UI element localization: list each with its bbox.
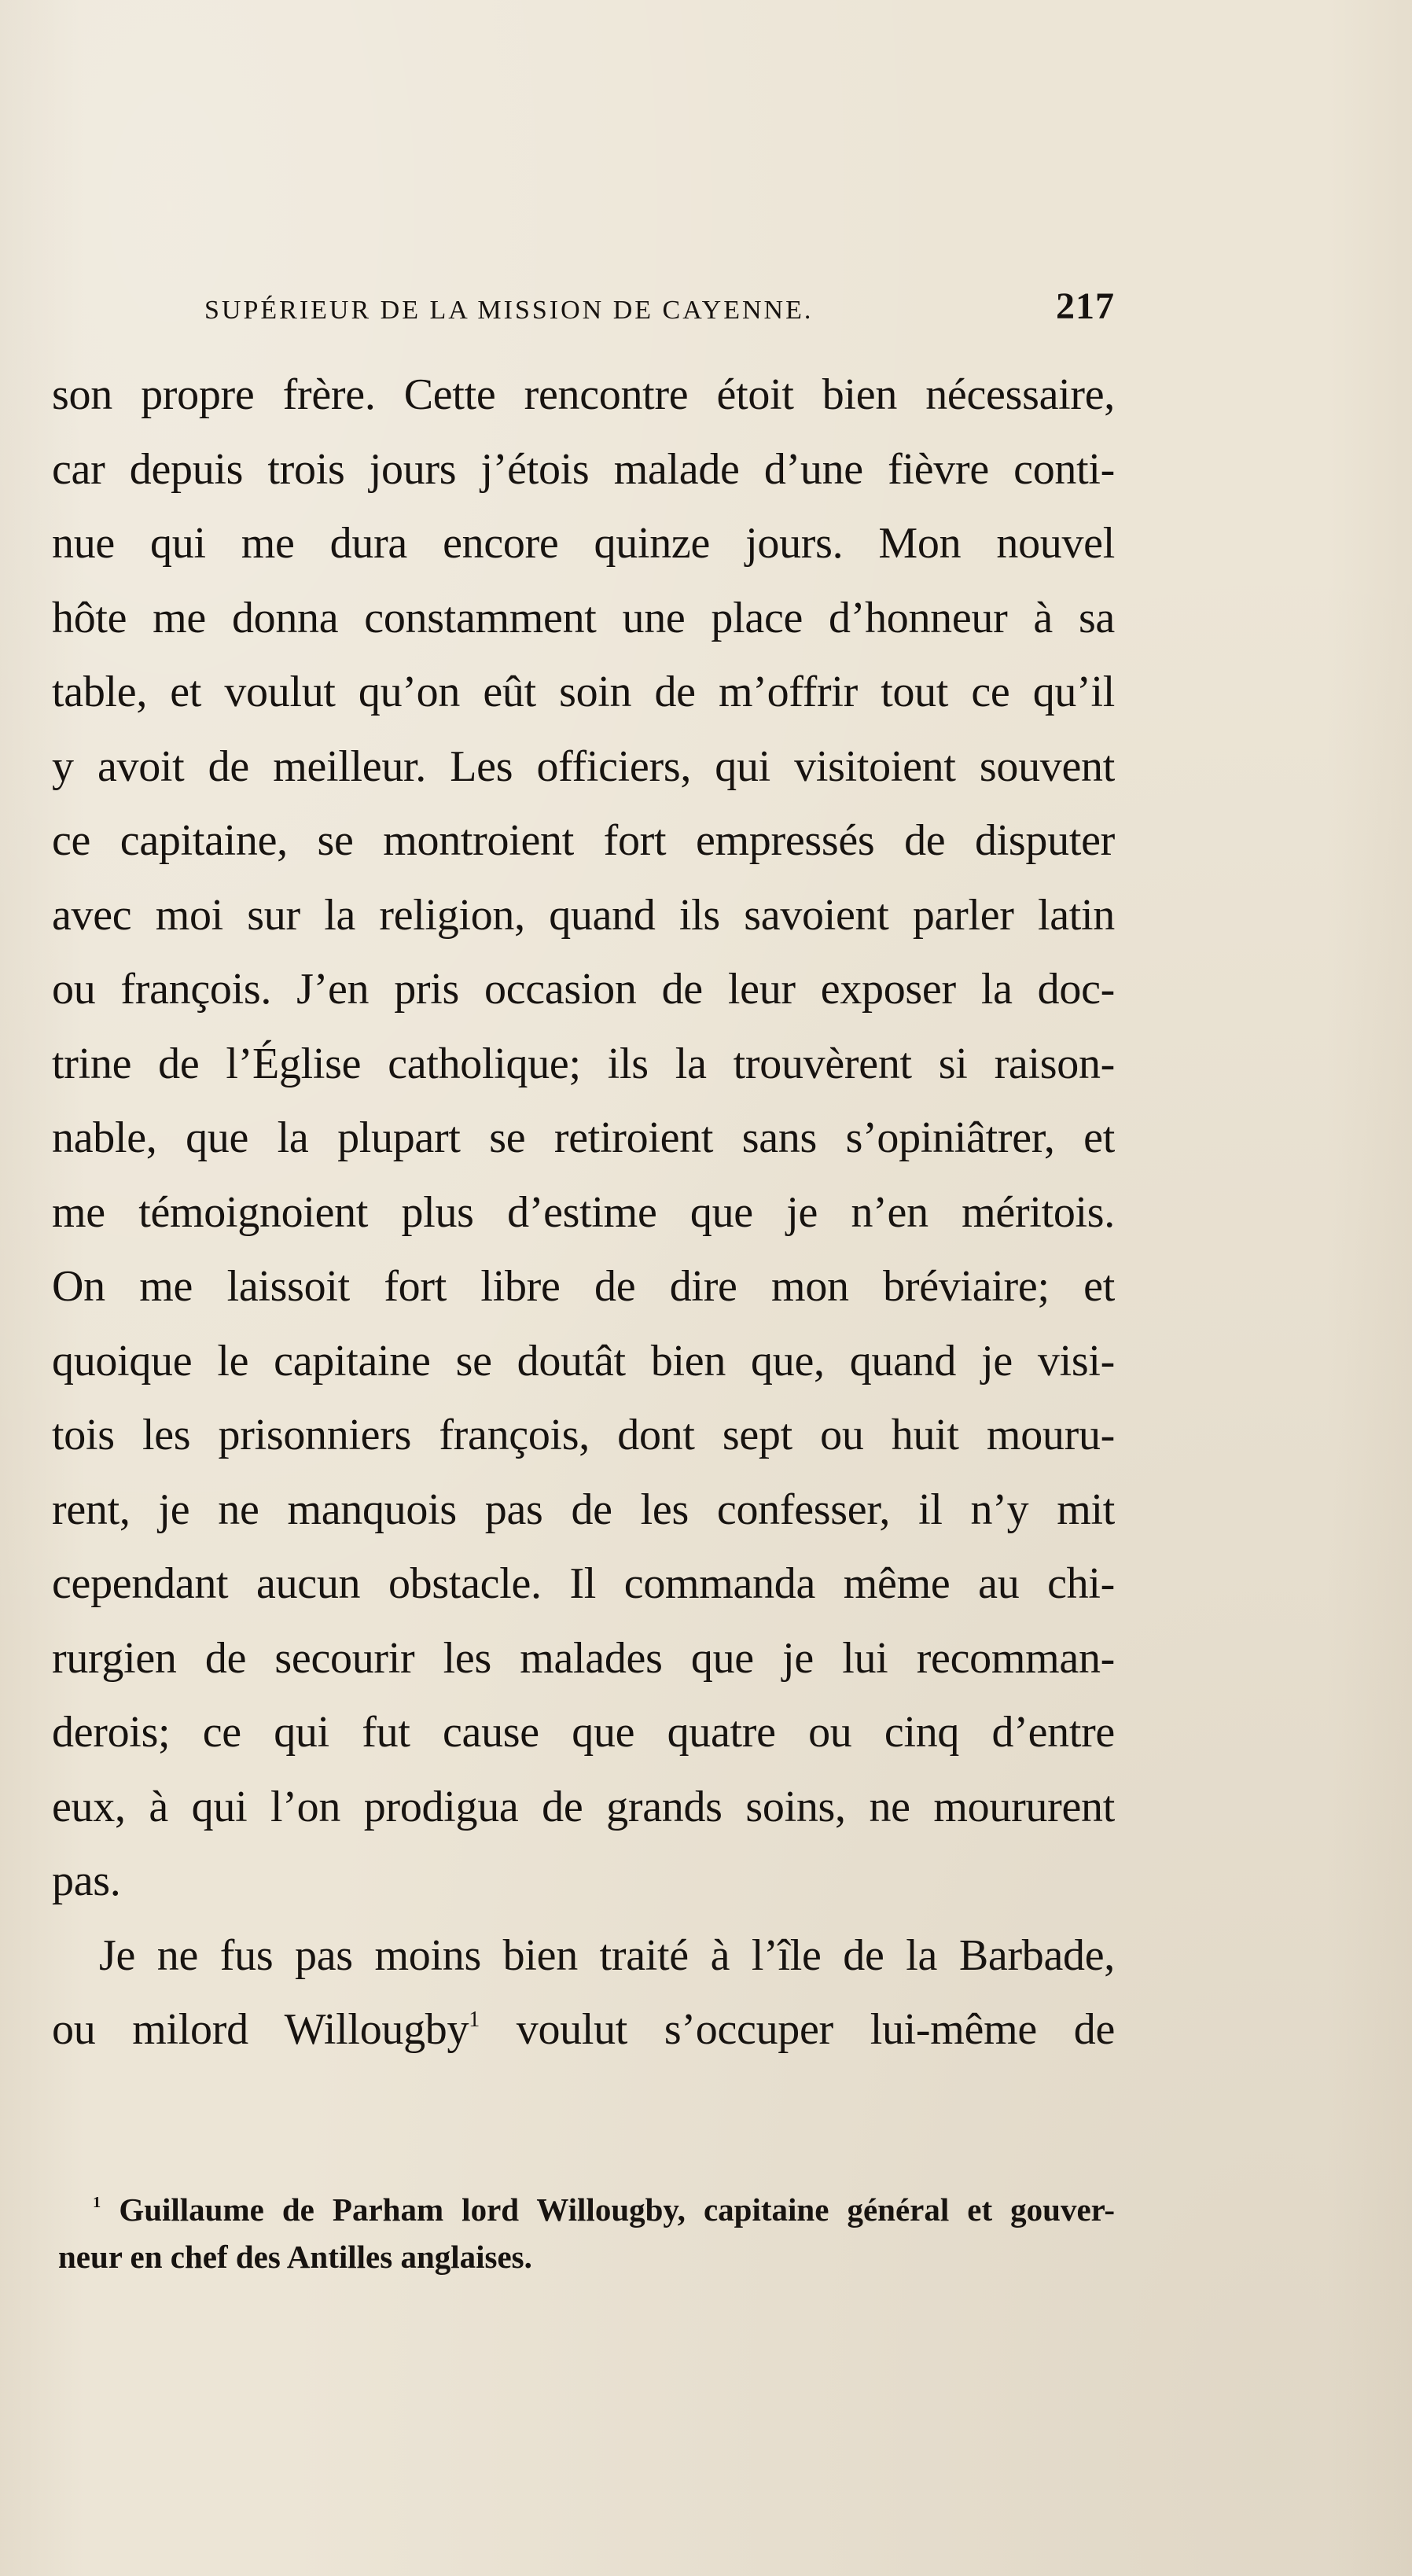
text-line: hôte me donna constamment une place d’honneur à sa	[52, 593, 1115, 642]
page-number: 217	[1056, 285, 1115, 327]
text-line: rent, je ne manquois pas de les confesser, il n’y mit	[52, 1485, 1115, 1534]
text-line: quoique le capitaine se doutât bien que, quand je visi-	[52, 1336, 1115, 1386]
footnote-marker: 1	[93, 2194, 101, 2212]
text-line: me témoignoient plus d’estime que je n’en méritois.	[52, 1187, 1115, 1237]
text-fragment: voulut s’occuper lui-même de	[516, 2005, 1116, 2054]
body-text	[52, 358, 1115, 2067]
footnote-text: Guillaume de Parham lord Willougby, capitaine général et gouver-	[119, 2191, 1116, 2228]
text-line: derois; ce qui fut cause que quatre ou cinq d’entre	[52, 1708, 1115, 1757]
footnote-line: neur en chef des Antilles anglaises.	[58, 2239, 532, 2275]
text-line: nable, que la plupart se retiroient sans s’opiniâtrer, et	[52, 1113, 1115, 1162]
text-line: nue qui me dura encore quinze jours. Mon nouvel	[52, 519, 1115, 568]
text-line: On me laissoit fort libre de dire mon bréviaire; et	[52, 1262, 1115, 1311]
text-line: tois les prisonniers françois, dont sept ou huit mouru-	[52, 1411, 1115, 1459]
footnotes	[58, 2186, 1115, 2280]
footnote-line	[58, 2186, 1115, 2233]
text-line-with-footnote-ref	[52, 1993, 1115, 2067]
text-line: ou françois. J’en pris occasion de leur exposer la doc-	[52, 965, 1115, 1014]
footnote-reference: 1	[469, 2007, 480, 2032]
text-line: pas.	[52, 1857, 121, 1905]
running-title: SUPÉRIEUR DE LA MISSION DE CAYENNE.	[204, 296, 814, 325]
text-line: avec moi sur la religion, quand ils savoient parler latin	[52, 890, 1115, 940]
text-line: trine de l’Église catholique; ils la trouvèrent si raison-	[52, 1039, 1115, 1088]
text-line: car depuis trois jours j’étois malade d’une fièvre conti-	[52, 444, 1115, 494]
text-line: ce capitaine, se montroient fort empressés de disputer	[52, 816, 1115, 865]
text-line: cependant aucun obstacle. Il commanda même au chi-	[52, 1559, 1115, 1608]
text-line: eux, à qui l’on prodigua de grands soins, ne moururent	[52, 1782, 1115, 1831]
text-line: son propre frère. Cette rencontre étoit bien nécessaire,	[52, 370, 1115, 419]
text-line: rurgien de secourir les malades que je lui recomman-	[52, 1633, 1115, 1683]
text-line: table, et voulut qu’on eût soin de m’offrir tout ce qu’il	[52, 668, 1115, 716]
text-line: Je ne fus pas moins bien traité à l’île de la Barbade,	[99, 1930, 1115, 1980]
text-fragment: ou milord Willougby	[52, 2005, 469, 2054]
text-line: y avoit de meilleur. Les officiers, qui visitoient souvent	[52, 742, 1115, 791]
page-header	[204, 285, 1115, 332]
